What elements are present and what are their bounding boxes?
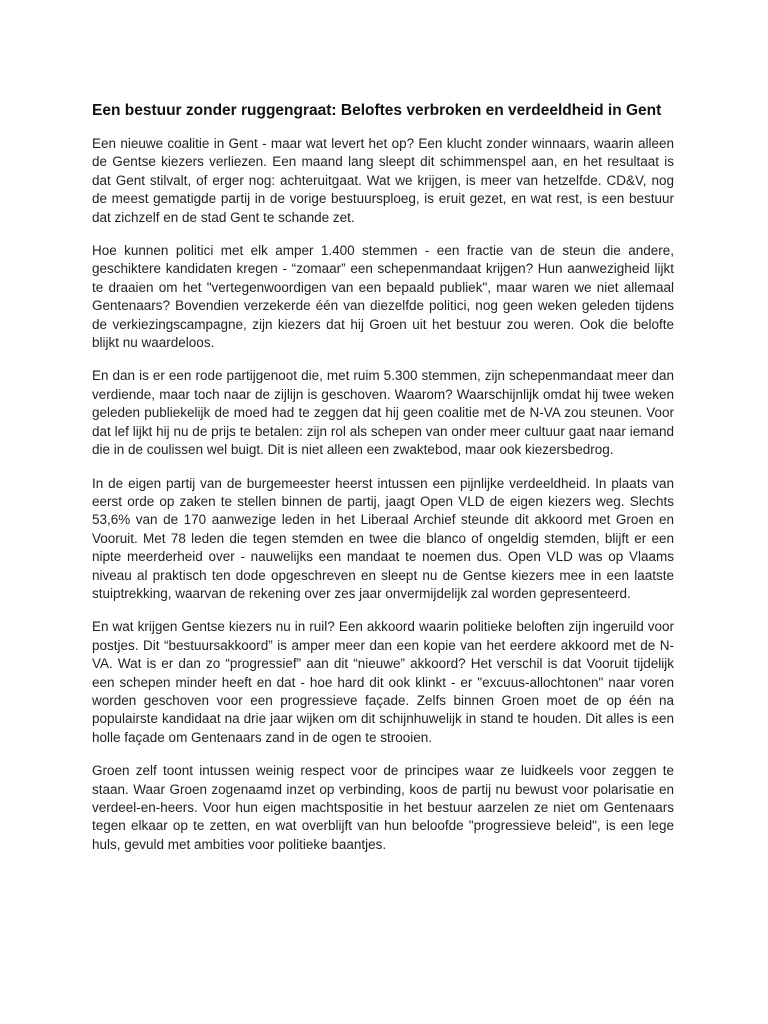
paragraph-3: En dan is er een rode partijgenoot die, met ruim 5.300 stemmen, zijn schepenmandaat meer dan verdiende, maar toch naar de zijlijn is geschoven. Waarom? Waarschijnlijk omdat hij twee weken geleden publiekelijk de moed had te zeggen dat hij geen coalitie met de N-VA zou steunen. Voor dat lef lijkt hij nu de prijs te betalen: zijn rol als schepen van onder meer cultuur gaat naar iemand die in de coulissen wel buigt. Dit is niet alleen een zwaktebod, maar ook kiezersbedrog. — [92, 368, 674, 458]
paragraph-5: En wat krijgen Gentse kiezers nu in ruil? Een akkoord waarin politieke beloften zijn ingeruild voor postjes. Dit “bestuursakkoord” is amper meer dan een kopie van het eerdere akkoord met de N-VA. Wat is er dan zo “progressief” aan dit “nieuwe” akkoord? Het verschil is dat Vooruit tijdelijk een schepen minder heeft en dat - hoe hard dit ook klinkt - er "excuus-allochtonen" naar voren worden geschoven voor een progressieve façade. Zelfs binnen Groen moet de op één na populairste kandidaat na drie jaar wijken om dit schijnhuwelijk in stand te houden. Dit alles is een holle façade om Gentenaars zand in de ogen te strooien. — [92, 619, 674, 745]
paragraph-2: Hoe kunnen politici met elk amper 1.400 stemmen - een fractie van de steun die andere, geschiktere kandidaten kregen - “zomaar” een schepenmandaat krijgen? Hun aanwezigheid lijkt te draaien om het "vertegenwoordigen van een bepaald publiek", maar waren we niet allemaal Gentenaars? Bovendien verzekerde één van diezelfde politici, nog geen weken geleden tijdens de verkiezingscampagne, zijn kiezers dat hij Groen uit het bestuur zou weren. Ook die belofte blijkt nu waardeloos. — [92, 243, 674, 351]
paragraph-4: In de eigen partij van de burgemeester heerst intussen een pijnlijke verdeeldheid. In plaats van eerst orde op zaken te stellen binnen de partij, jaagt Open VLD de eigen kiezers weg. Slechts 53,6% van de 170 aanwezige leden in het Liberaal Archief steunde dit akkoord met Groen en Vooruit. Met 78 leden die tegen stemden en twee die blanco of ongeldig stemden, blijft er een nipte meerderheid over - nauwelijks een mandaat te noemen dus. Open VLD was op Vlaams niveau al praktisch ten dode opgeschreven en sleept nu de Gentse kiezers mee in een laatste stuiptrekking, waarvan de rekening over zes jaar onvermijdelijk zal worden gepresenteerd. — [92, 475, 674, 601]
paragraph-1: Een nieuwe coalitie in Gent - maar wat levert het op? Een klucht zonder winnaars, waarin alleen de Gentse kiezers verliezen. Een maand lang sleept dit schimmenspel aan, en het resultaat is dat Gent stilvalt, of erger nog: achteruitgaat. Wat we krijgen, is meer van hetzelfde. CD&V, nog de meest gematigde partij in de vorige bestuursploeg, is eruit gezet, en wat rest, is een bestuur dat zichzelf en de stad Gent te schande zet. — [92, 136, 674, 225]
document-title: Een bestuur zonder ruggengraat: Beloftes verbroken en verdeeldheid in Gent — [92, 102, 662, 119]
paragraph-6: Groen zelf toont intussen weinig respect voor de principes waar ze luidkeels voor zeggen te staan. Waar Groen zogenaamd inzet op verbinding, koos de partij nu bewust voor polarisatie en verdeel-en-heers. Voor hun eigen machtspositie in het bestuur aarzelen ze niet om Gentenaars tegen elkaar op te zetten, en wat overblijft van hun beloofde "progressieve beleid", is een lege huls, gevuld met ambities voor politieke baantjes. — [92, 763, 674, 852]
document-page — [92, 100, 674, 869]
